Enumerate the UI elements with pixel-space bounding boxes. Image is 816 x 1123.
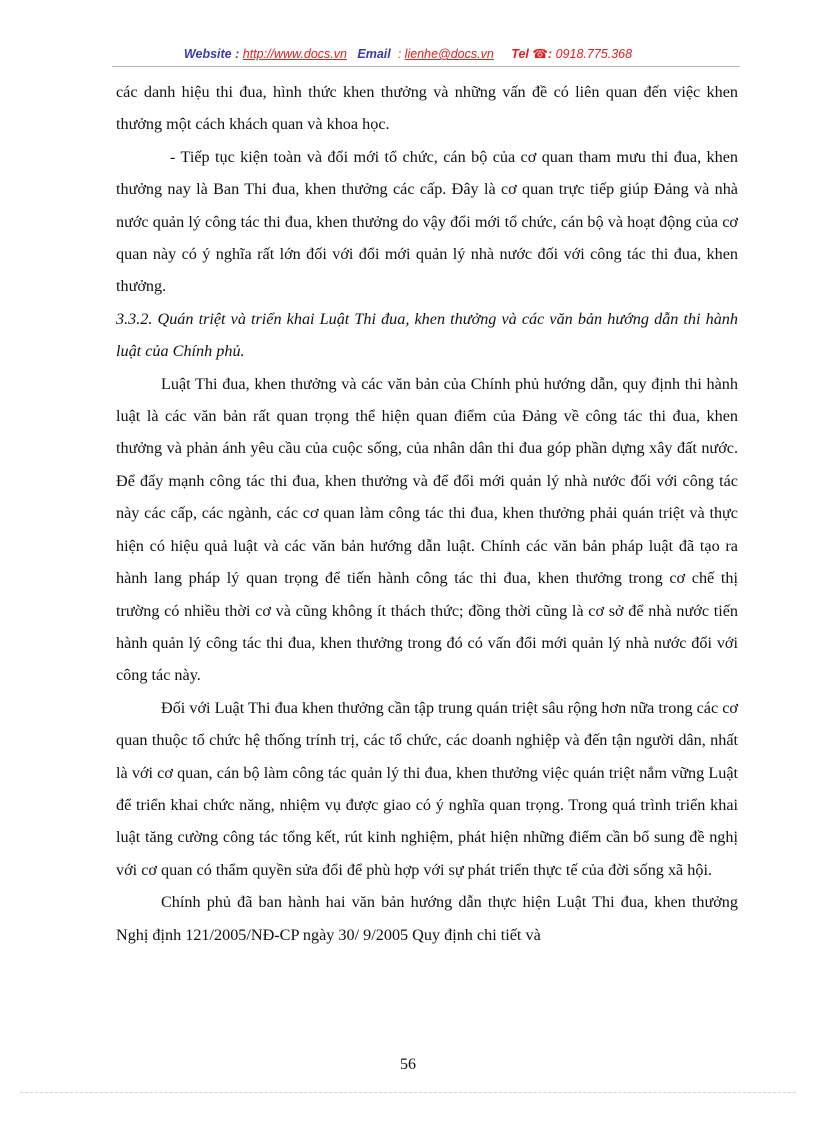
document-body (116, 76, 738, 951)
website-label: Website : (183, 47, 240, 61)
page-bottom-divider (20, 1092, 796, 1093)
paragraph: Chính phủ đã ban hành hai văn bản hướng dẫn thực hiện Luật Thi đua, khen thưởng Nghị định 121/2005/NĐ-CP ngày 30/ 9/2005 Quy định chi tiết và (116, 893, 738, 944)
email-link[interactable]: lienhe@docs.vn (404, 47, 494, 61)
email-separator: : (397, 47, 402, 61)
page-number: 56 (400, 1056, 416, 1073)
paragraph: Luật Thi đua, khen thưởng và các văn bản của Chính phủ hướng dẫn, quy định thi hành luật là các văn bản rất quan trọng thể hiện quan điểm của Đảng về công tác thi đua, khen thưởng và phản ánh yêu cầu của cuộc sống, của nhân dân thi đua góp phần dựng xây đất nước. Để đẩy mạnh công tác thi đua, khen thưởng và để đổi mới quản lý nhà nước đối với công tác này các cấp, các ngành, các cơ quan làm công tác thi đua, khen thưởng phải quán triệt và thực hiện có hiệu quả luật và các văn bản hướng dẫn luật. Chính các văn bản pháp luật đã tạo ra hành lang pháp lý quan trọng để tiến hành công tác thi đua, khen thưởng trong cơ chế thị trường có nhiều thời cơ và cũng không ít thách thức; đồng thời cũng là cơ sở để nhà nước tiến hành quản lý công tác thi đua, khen thưởng trong đó có vấn đổi mới quản lý nhà nước đối với công tác này. (116, 374, 738, 685)
paragraph: - Tiếp tục kiện toàn và đổi mới tổ chức, cán bộ của cơ quan tham mưu thi đua, khen thưởng nay là Ban Thi đua, khen thưởng các cấp. Đây là cơ quan trực tiếp giúp Đảng và nhà nước quản lý công tác thi đua, khen thưởng do vậy đổi mới tổ chức, cán bộ và hoạt động của cơ quan này có ý nghĩa rất lớn đối với đổi mới quản lý nhà nước đối với công tác thi đua, khen thưởng. (116, 147, 738, 296)
paragraph: Đối với Luật Thi đua khen thưởng cần tập trung quán triệt sâu rộng hơn nữa trong các cơ quan thuộc tổ chức hệ thống trính trị, các tổ chức, các doanh nghiệp và đến tận người dân, nhất là với cơ quan, cán bộ làm công tác quản lý thi đua, khen thưởng việc quán triệt nắm vững Luật để triển khai chức năng, nhiệm vụ được giao có ý nghĩa quan trọng. Trong quá trình triển khai luật tăng cường công tác tổng kết, rút kinh nghiệm, phát hiện những điểm cần bổ sung đề nghị với cơ quan có thẩm quyền sửa đổi để phù hợp với sự phát triển thực tế của đời sống xã hội. (116, 698, 738, 879)
email-label: Email (357, 47, 391, 61)
website-link[interactable]: http://www.docs.vn (242, 47, 347, 61)
paragraph: các danh hiệu thi đua, hình thức khen thưởng và những vấn đề có liên quan đến việc khen thưởng một cách khách quan và khoa học. (116, 83, 738, 134)
tel-value: 0918.775.368 (555, 47, 633, 61)
tel-label: Tel ☎: (511, 47, 553, 61)
page-header (0, 46, 816, 61)
section-heading: 3.3.2. Quán triệt và triển khai Luật Thi đua, khen thưởng và các văn bản hướng dẫn thi hành luật của Chính phủ. (116, 309, 738, 361)
header-divider (112, 66, 740, 67)
